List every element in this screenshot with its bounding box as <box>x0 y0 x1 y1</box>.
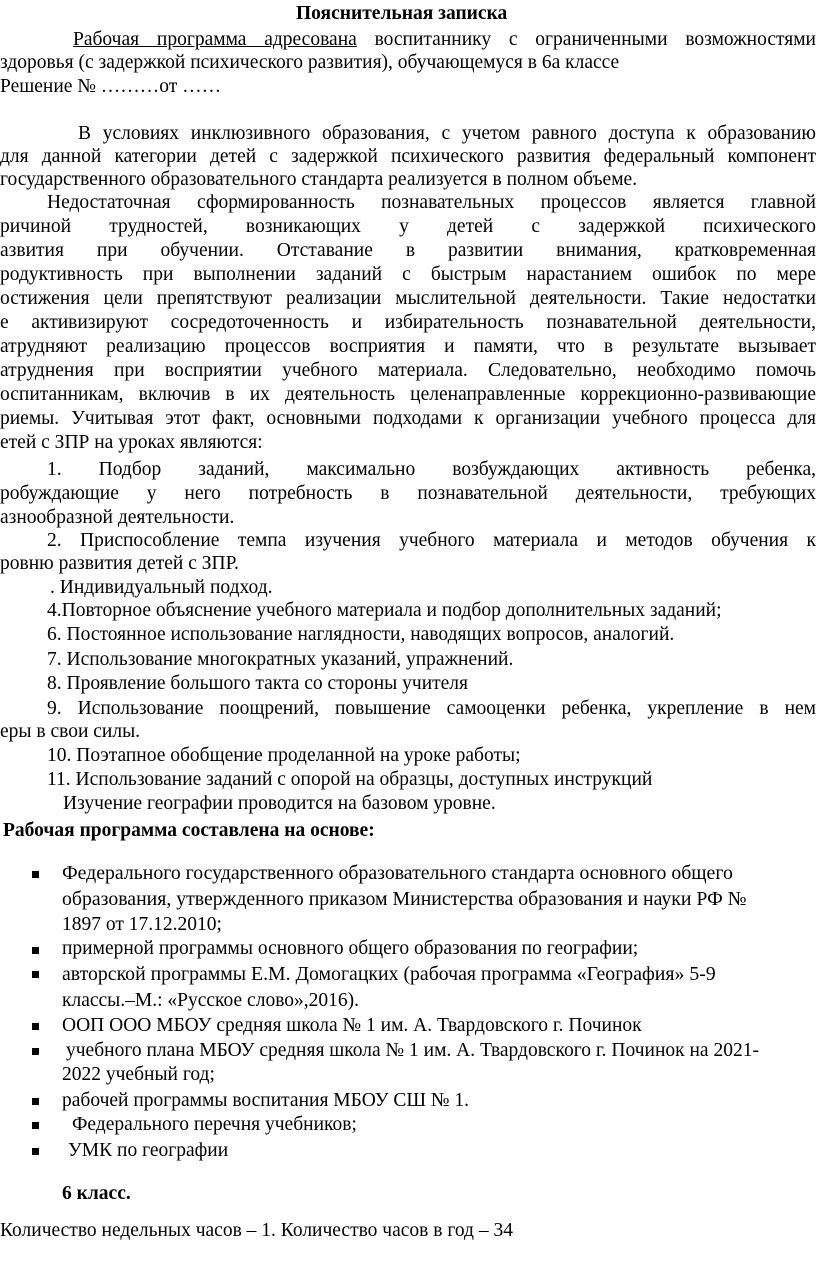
bullet-icon <box>32 1122 39 1129</box>
basis-heading: Рабочая программа составлена на основе: <box>3 820 375 841</box>
approach-line: азнообразной деятельности. <box>0 507 235 528</box>
intro-line-1 <box>0 28 816 52</box>
basis-item: учебного плана МБОУ средняя школа № 1 им. А. Твардовского г. Починок на 2021- <box>66 1040 759 1061</box>
paragraph2-line: риемы. Учитывая этот факт, основными подходами к организации учебного процесса для <box>0 408 816 429</box>
page-title: Пояснительная записка <box>296 3 508 24</box>
approach-line: еры в свои силы. <box>0 721 141 742</box>
approach-line: 7. Использование многократных указаний, упражнений. <box>47 649 514 670</box>
paragraph2-line: ричиной трудностей, возникающих у детей с задержкой психического <box>0 216 816 237</box>
approach-line: 9. Использование поощрений, повышение самооценки ребенка, укрепление в нем <box>47 698 816 719</box>
basis-item: Федерального государственного образовательного стандарта основного общего <box>62 862 733 884</box>
basis-item: авторской программы Е.М. Домогацких (рабочая программа «География» 5-9 <box>62 963 716 985</box>
paragraph2-line: остижения цели препятствуют реализации мыслительной деятельности. Такие недостатки <box>0 288 816 309</box>
paragraph2-line: атруднения при восприятии учебного материала. Следовательно, необходимо помочь <box>0 360 816 381</box>
paragraph1-line: для данной категории детей с задержкой психического развития федеральный компонент <box>0 146 816 167</box>
approach-line: Изучение географии проводится на базовом уровне. <box>63 793 496 814</box>
approach-line: ровню развития детей с ЗПР. <box>0 553 239 574</box>
addressed-underlined: Рабочая программа адресована <box>73 29 357 50</box>
basis-item: Федерального перечня учебников; <box>72 1114 357 1135</box>
paragraph2-line: азвития при обучении. Отставание в развитии внимания, кратковременная <box>0 240 816 261</box>
approach-line: 1. Подбор заданий, максимально возбуждающих активность ребенка, <box>47 459 816 480</box>
bullet-icon <box>32 1023 39 1030</box>
paragraph2-line: оспитанникам, включив в их деятельность целенаправленные коррекционно-развивающие <box>0 384 816 405</box>
basis-item: УМК по географии <box>68 1140 229 1161</box>
intro-line-2: здоровья (с задержкой психического развития), обучающемуся в 6а классе <box>0 52 620 73</box>
approach-line: 10. Поэтапное обобщение проделанной на уроке работы; <box>47 745 521 766</box>
paragraph1-line: государственного образовательного стандарта реализуется в полном объеме. <box>0 169 638 190</box>
basis-item: образования, утвержденного приказом Министерства образования и науки РФ № <box>62 888 747 910</box>
paragraph2-line: етей с ЗПР на уроках являются: <box>0 432 263 453</box>
grade-label: 6 класс. <box>62 1183 131 1204</box>
approach-line: 2. Приспособление темпа изучения учебного материала и методов обучения к <box>47 530 816 551</box>
bullet-icon <box>32 947 39 954</box>
paragraph1-line: В условиях инклюзивного образования, с учетом равного доступа к образованию <box>78 123 816 144</box>
approach-line: 4.Повторное объяснение учебного материала и подбор дополнительных заданий; <box>47 600 722 621</box>
approach-line: 11. Использование заданий с опорой на образцы, доступных инструкций <box>47 769 653 790</box>
paragraph2-line: родуктивность при выполнении заданий с быстрым нарастанием ошибок по мере <box>0 264 816 285</box>
basis-item: классы.–М.: «Русское слово»,2016). <box>62 990 360 1011</box>
approach-line: робуждающие у него потребность в познавательной деятельности, требующих <box>0 483 816 504</box>
basis-item: 2022 учебный год; <box>62 1064 215 1085</box>
paragraph2-line: атрудняют реализацию процессов восприятия и памяти, что в результате вызывает <box>0 336 816 357</box>
basis-item: рабочей программы воспитания МБОУ СШ № 1. <box>62 1090 470 1111</box>
hours-line: Количество недельных часов – 1. Количество часов в год – 34 <box>0 1220 513 1241</box>
basis-item: 1897 от 17.12.2010; <box>62 914 222 935</box>
addressed-rest: воспитаннику с ограниченными возможностями <box>374 29 816 50</box>
approach-line: 8. Проявление большого такта со стороны учителя <box>47 673 469 694</box>
decision-line: Решение № ………от …… <box>0 76 222 97</box>
basis-item: ООП ООО МБОУ средняя школа № 1 им. А. Твардовского г. Починок <box>62 1015 642 1036</box>
basis-item: примерной программы основного общего образования по географии; <box>62 938 639 959</box>
approach-line: 6. Постоянное использование наглядности, наводящих вопросов, аналогий. <box>47 624 675 645</box>
bullet-icon <box>32 871 39 878</box>
bullet-icon <box>32 1148 39 1155</box>
bullet-icon <box>32 1098 39 1105</box>
paragraph2-line: е активизируют сосредоточенность и избирательность познавательной деятельности, <box>0 312 816 333</box>
paragraph2-line: Недостаточная сформированность познавательных процессов является главной <box>47 192 816 213</box>
bullet-icon <box>32 971 39 978</box>
bullet-icon <box>32 1048 39 1055</box>
approach-line: . Индивидуальный подход. <box>50 577 273 598</box>
